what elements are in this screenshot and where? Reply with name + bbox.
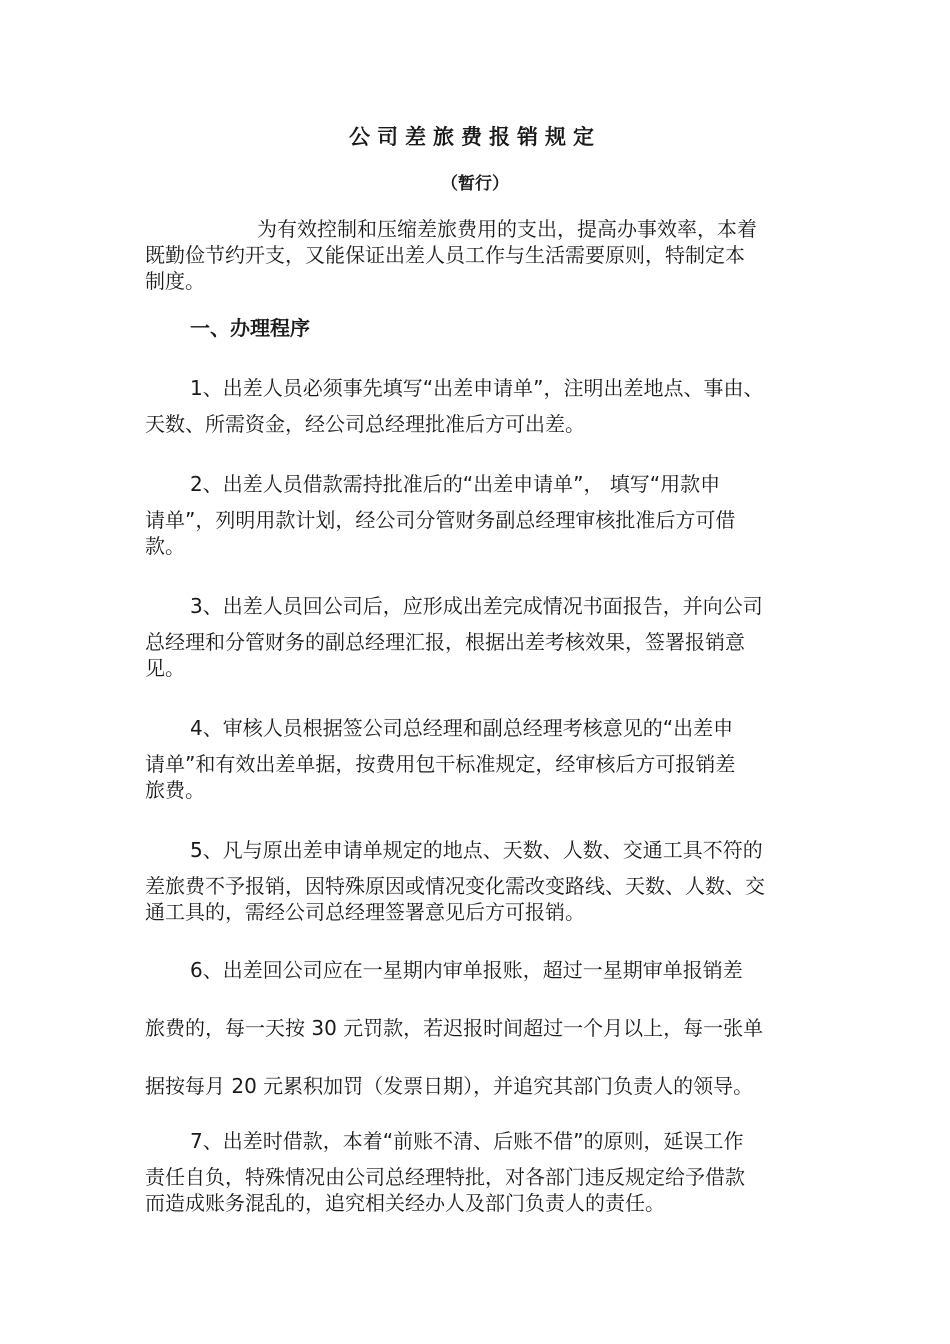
rule-line: 2、出差人员借款需持批准后的“出差申请单”， 填写“用款申 — [190, 472, 721, 496]
rule-line: 总经理和分管财务的副总经理汇报，根据出差考核效果，签署报销意 — [145, 630, 745, 654]
rule-line: 通工具的，需经公司总经理签署意见后方可报销。 — [145, 900, 585, 924]
intro-paragraph — [145, 216, 817, 294]
intro-line: 为有效控制和压缩差旅费用的支出，提高办事效率，本着 — [257, 217, 757, 241]
rule-line: 天数、所需资金，经公司总经理批准后方可出差。 — [145, 412, 585, 436]
intro-line: 制度。 — [145, 269, 205, 293]
rule-line: 4、审核人员根据签公司总经理和副总经理考核意见的“出差申 — [190, 716, 734, 740]
rule-line: 差旅费不予报销，因特殊原因或情况变化需改变路线、天数、人数、交 — [145, 874, 765, 898]
rule-line: 款。 — [145, 534, 185, 558]
rule-item-6 — [145, 957, 817, 1131]
rule-line: 而造成账务混乱的，追究相关经办人及部门负责人的责任。 — [145, 1191, 665, 1215]
rule-line: 3、出差人员回公司后，应形成出差完成情况书面报告，并向公司 — [190, 594, 763, 618]
document-title: 公司差旅费报销规定 — [349, 125, 601, 149]
rule-line: 见。 — [145, 656, 185, 680]
rule-line: 责任自负，特殊情况由公司总经理特批，对各部门违反规定给予借款 — [145, 1165, 745, 1189]
rule-line: 7、出差时借款，本着“前账不清、后账不借”的原则，延误工作 — [190, 1129, 744, 1153]
rule-line: 据按每月 20 元累积加罚（发票日期），并追究其部门负责人的领导。 — [145, 1074, 754, 1098]
rule-item-3 — [145, 593, 817, 681]
document-subtitle: （暂行） — [441, 174, 509, 194]
rule-item-5 — [145, 837, 817, 925]
rule-item-7 — [145, 1128, 817, 1216]
section-heading: 一、办理程序 — [190, 316, 310, 340]
rule-line: 请单”和有效出差单据，按费用包干标准规定，经审核后方可报销差 — [145, 752, 736, 776]
rule-line: 旅费的，每一天按 30 元罚款，若迟报时间超过一个月以上，每一张单 — [145, 1016, 764, 1040]
rule-line: 5、凡与原出差申请单规定的地点、天数、人数、交通工具不符的 — [190, 838, 763, 862]
rule-line: 6、出差回公司应在一星期内审单报账，超过一星期审单报销差 — [190, 958, 743, 982]
rule-line: 请单”，列明用款计划，经公司分管财务副总经理审核批准后方可借 — [145, 508, 736, 532]
intro-line: 既勤俭节约开支，又能保证出差人员工作与生活需要原则，特制定本 — [145, 243, 745, 267]
rule-line: 旅费。 — [145, 778, 205, 802]
rule-item-4 — [145, 715, 817, 803]
rule-item-2 — [145, 471, 817, 559]
rule-item-1 — [145, 375, 817, 437]
rule-line: 1、出差人员必须事先填写“出差申请单”，注明出差地点、事由、 — [190, 376, 764, 400]
